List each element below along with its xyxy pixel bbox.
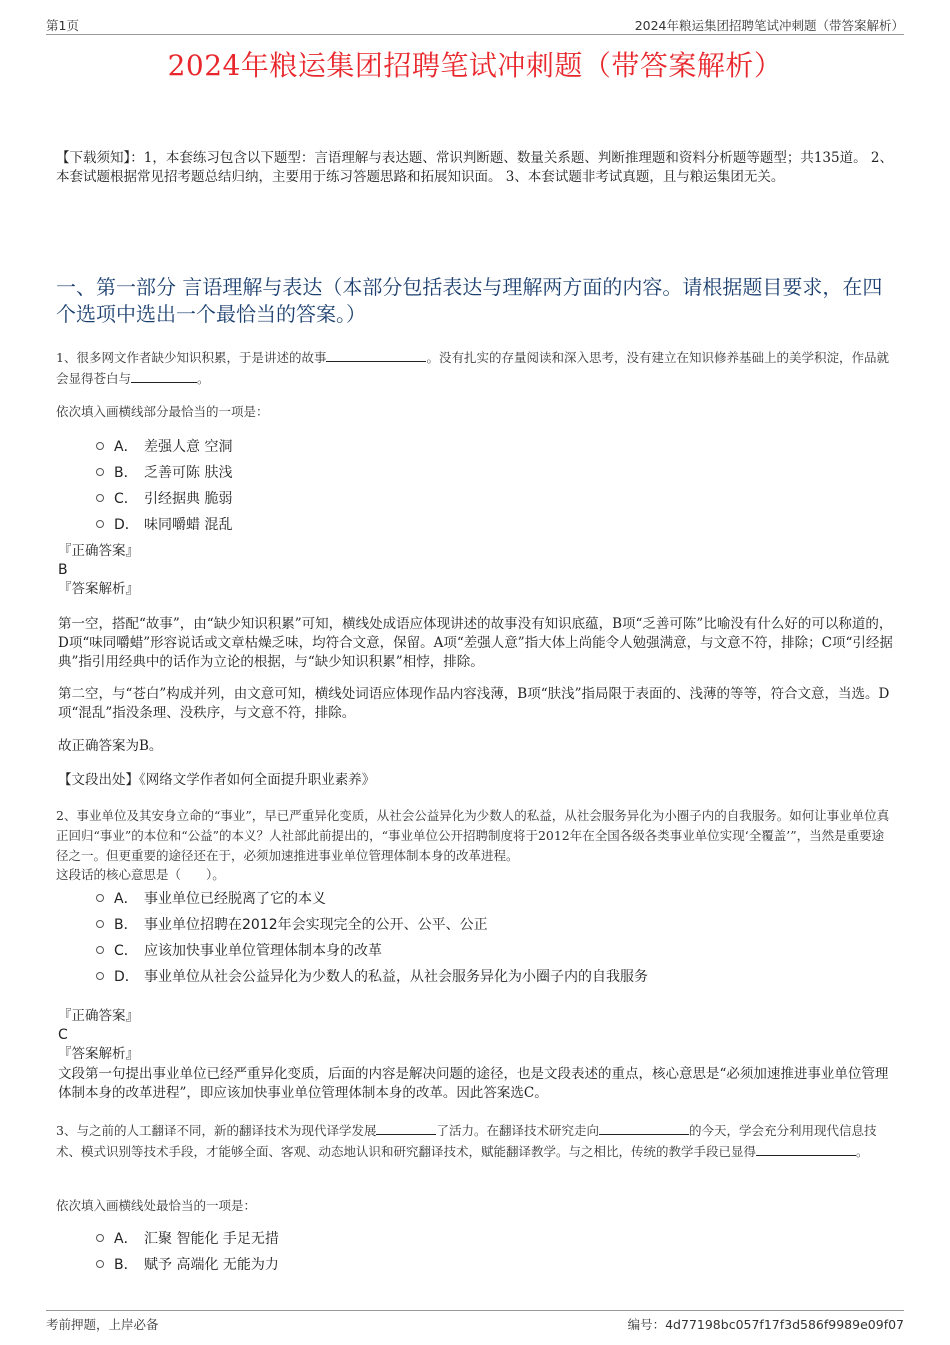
option-c[interactable]: C． 引经据典 脆弱: [96, 485, 232, 511]
page-title: 2024年粮运集团招聘笔试冲刺题（带答案解析）: [167, 49, 783, 82]
question-1-part-a: 1、很多网文作者缺少知识积累，于是讲述的故事: [56, 350, 327, 365]
download-notice: 【下载须知】：1，本套练习包含以下题型：言语理解与表达题、常识判断题、数量关系题、判断推理题和资料分析题等题型；共135道。 2、本套试题根据常见招考题总结归纳，主要用于练习答题思路和拓展知识面。 3、本套试题非考试真题，且与粮运集团无关。: [56, 150, 893, 185]
question-2-prompt: 这段话的核心意思是（ ）。: [56, 867, 225, 882]
option-d[interactable]: D． 事业单位从社会公益异化为少数人的私益，从社会服务异化为小圈子内的自我服务: [96, 963, 648, 989]
question-3-options: [96, 1225, 279, 1277]
option-b[interactable]: B． 赋予 高端化 无能为力: [96, 1251, 279, 1277]
option-a[interactable]: A． 汇聚 智能化 手足无措: [96, 1225, 279, 1251]
question-1-part-b: 。没有扎实的存量阅读和深入思考，没有建立在知识修养基础上的美学积淀，作品就会显得苍白与: [56, 350, 889, 386]
option-c[interactable]: C． 应该加快事业单位管理体制本身的改革: [96, 937, 648, 963]
radio-icon[interactable]: [96, 894, 104, 902]
question-1-part-c: 。: [197, 371, 210, 386]
answer-label: 『正确答案』: [58, 1008, 139, 1024]
option-d[interactable]: D． 味同嚼蜡 混乱: [96, 511, 232, 537]
option-a[interactable]: A． 差强人意 空洞: [96, 433, 232, 459]
question-2-answer-block: [58, 1007, 894, 1064]
question-1-analysis-2: 第二空，与“苍白”构成并列，由文意可知，横线处词语应体现作品内容浅薄，B项“肤浅”指局限于表面的、浅薄的等等，符合文意，当选。D项“混乱”指没条理、没秩序，与文意不符，排除。: [58, 686, 890, 721]
question-1-instruction: 依次填入画横线部分最恰当的一项是：: [56, 404, 269, 419]
radio-icon[interactable]: [96, 1234, 104, 1242]
question-3-part-d: 。: [856, 1144, 869, 1159]
question-3-text: [56, 1120, 894, 1162]
footer-slogan: 考前押题，上岸必备: [46, 1317, 159, 1332]
option-a[interactable]: A． 事业单位已经脱离了它的本义: [96, 885, 648, 911]
answer-blank: [131, 368, 197, 383]
question-3-part-a: 3、与之前的人工翻译不同，新的翻译技术为现代译学发展: [56, 1123, 377, 1138]
analysis-label: 『答案解析』: [58, 581, 139, 597]
analysis-label: 『答案解析』: [58, 1046, 139, 1062]
question-1-analysis-3: 故正确答案为B。: [58, 738, 163, 754]
option-b[interactable]: B． 事业单位招聘在2012年会实现完全的公开、公平、公正: [96, 911, 648, 937]
question-3-part-c: 的今天，学会充分利用现代信息技术、模式识别等技术手段，才能够全面、客观、动态地认识和研究翻译技术，赋能翻译教学。与之相比，传统的教学手段已显得: [56, 1123, 877, 1159]
correct-answer: B: [58, 562, 68, 578]
radio-icon[interactable]: [96, 468, 104, 476]
radio-icon[interactable]: [96, 920, 104, 928]
page-number: 第1页: [46, 18, 79, 33]
question-2-text: 2、事业单位及其安身立命的“事业”，早已严重异化变质，从社会公益异化为少数人的私益，从社会服务异化为小圈子内的自我服务。如何让事业单位真正回归“事业”的本位和“公益”的本义？人社部此前提出的，“事业单位公开招聘制度将于2012年在全国各级各类事业单位实现‘全覆盖’”，当然是重要途径之一。但更重要的途径还在于，必须加速推进事业单位管理体制本身的改革进程。: [56, 808, 890, 863]
radio-icon[interactable]: [96, 1260, 104, 1268]
document-code: 编号：4d77198bc057f17f3d586f9989e09f07: [627, 1317, 904, 1332]
radio-icon[interactable]: [96, 972, 104, 980]
question-1-text: [56, 347, 894, 389]
option-b[interactable]: B． 乏善可陈 肤浅: [96, 459, 232, 485]
answer-blank: [376, 1120, 436, 1135]
page-header: [46, 14, 904, 35]
radio-icon[interactable]: [96, 946, 104, 954]
page-footer: [46, 1310, 904, 1335]
radio-icon[interactable]: [96, 520, 104, 528]
answer-label: 『正确答案』: [58, 543, 139, 559]
question-2-analysis: 文段第一句提出事业单位已经严重异化变质，后面的内容是解决问题的途径，也是文段表述的重点，核心意思是“必须加速推进事业单位管理体制本身的改革进程”，即应该加快事业单位管理体制本身的改革。因此答案选C。: [58, 1066, 889, 1101]
question-1-analysis-1: 第一空，搭配“故事”，由“缺少知识积累”可知，横线处成语应体现讲述的故事没有知识底蕴，B项“乏善可陈”比喻没有什么好的可以称道的，D项“味同嚼蜡”形容说话或文章枯燥乏味，均符合文意，保留。A项“差强人意”指大体上尚能令人勉强满意，与文意不符，排除；C项“引经据典”指引用经典中的话作为立论的根据，与“缺少知识积累”相悖，排除。: [58, 616, 893, 670]
answer-blank: [326, 347, 426, 362]
radio-icon[interactable]: [96, 494, 104, 502]
radio-icon[interactable]: [96, 442, 104, 450]
question-3-part-b: 了活力。在翻译技术研究走向: [436, 1123, 599, 1138]
header-doc-title: 2024年粮运集团招聘笔试冲刺题（带答案解析）: [634, 18, 904, 33]
answer-blank: [756, 1141, 856, 1156]
question-1-options: [96, 433, 232, 537]
question-2-options: [96, 885, 648, 989]
question-1-answer-block: [58, 542, 894, 599]
section-heading: 一、第一部分 言语理解与表达（本部分包括表达与理解两方面的内容。请根据题目要求，在四个选项中选出一个最恰当的答案。）: [56, 275, 883, 326]
correct-answer: C: [58, 1027, 68, 1043]
question-1-source: 【文段出处】《网络文学作者如何全面提升职业素养》: [58, 772, 376, 788]
question-3-instruction: 依次填入画横线处最恰当的一项是：: [56, 1198, 257, 1213]
answer-blank: [599, 1120, 689, 1135]
